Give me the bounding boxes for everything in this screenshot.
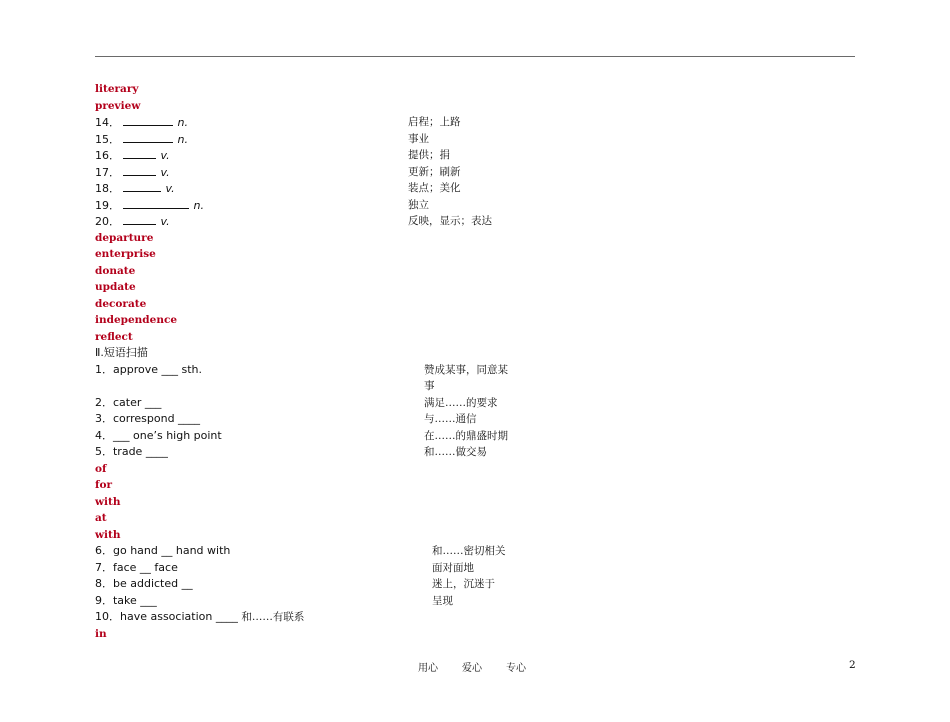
answer-for: for (95, 479, 113, 491)
answer-departure: departure (95, 232, 154, 244)
phrase-meaning-1-cont: 事 (424, 380, 435, 392)
answer-reflect: reflect (95, 331, 133, 343)
answer-enterprise: enterprise (95, 248, 156, 260)
answer-literary: literary (95, 83, 139, 95)
vocab-item-17: 17． v. (95, 166, 170, 179)
phrase-meaning-4: 在……的鼎盛时期 (424, 430, 508, 442)
fill-blank[interactable] (123, 198, 189, 209)
answer-with-2: with (95, 529, 121, 541)
vocab-meaning-16: 提供；捐 (408, 149, 450, 161)
fill-blank[interactable] (123, 214, 156, 225)
footer-text-1: 用心 (418, 663, 438, 674)
footer-text-2: 爱心 (462, 663, 482, 674)
answer-at: at (95, 512, 107, 524)
phrase-item-6: 6．go hand __ hand with (95, 544, 231, 557)
vocab-meaning-20: 反映，显示；表达 (408, 215, 492, 227)
vocab-item-19: 19． n. (95, 199, 204, 212)
phrase-item-10: 10．have association ____ 和……有联系 (95, 610, 305, 623)
vocab-item-18: 18． v. (95, 182, 175, 195)
phrase-meaning-6: 和……密切相关 (432, 545, 506, 557)
phrase-item-4: 4．___ one’s high point (95, 429, 222, 442)
fill-blank[interactable] (123, 115, 173, 126)
answer-update: update (95, 281, 136, 293)
phrase-meaning-10: 和……有联系 (241, 611, 305, 623)
phrase-item-5: 5．trade ____ (95, 445, 168, 458)
page-footer (418, 659, 526, 674)
answer-donate: donate (95, 265, 136, 277)
vocab-item-16: 16． v. (95, 149, 170, 162)
footer-text-3: 专心 (506, 663, 526, 674)
vocab-item-15: 15． n. (95, 133, 188, 146)
fill-blank[interactable] (123, 181, 161, 192)
phrase-meaning-3: 与……通信 (424, 413, 477, 425)
vocab-item-20: 20． v. (95, 215, 170, 228)
phrase-item-2: 2．cater ___ (95, 396, 162, 409)
answer-independence: independence (95, 314, 178, 326)
fill-blank[interactable] (123, 148, 156, 159)
phrase-item-7: 7．face __ face (95, 561, 178, 574)
phrase-meaning-8: 迷上，沉迷于 (432, 578, 495, 590)
answer-with: with (95, 496, 121, 508)
phrase-item-8: 8．be addicted __ (95, 577, 193, 590)
vocab-meaning-18: 装点；美化 (408, 182, 461, 194)
phrase-meaning-5: 和……做交易 (424, 446, 487, 458)
fill-blank[interactable] (123, 132, 173, 143)
fill-blank[interactable] (123, 165, 156, 176)
phrase-meaning-2: 满足……的要求 (424, 397, 498, 409)
section-title: Ⅱ.短语扫描 (95, 346, 148, 359)
answer-preview: preview (95, 100, 141, 112)
header-rule (95, 56, 855, 57)
phrase-meaning-9: 呈现 (432, 595, 453, 607)
answer-of: of (95, 463, 107, 475)
vocab-item-14: 14． n. (95, 116, 188, 129)
phrase-item-3: 3．correspond ____ (95, 412, 201, 425)
phrase-meaning-7: 面对面地 (432, 562, 474, 574)
page-number: 2 (849, 659, 856, 671)
answer-in: in (95, 628, 107, 640)
vocab-meaning-14: 启程；上路 (408, 116, 461, 128)
vocab-meaning-17: 更新；刷新 (408, 166, 461, 178)
answer-decorate: decorate (95, 298, 147, 310)
phrase-item-1: 1．approve ___ sth. (95, 363, 202, 376)
phrase-meaning-1: 赞成某事，同意某 (424, 364, 508, 376)
vocab-meaning-15: 事业 (408, 133, 429, 145)
vocab-meaning-19: 独立 (408, 199, 429, 211)
phrase-item-9: 9．take ___ (95, 594, 157, 607)
